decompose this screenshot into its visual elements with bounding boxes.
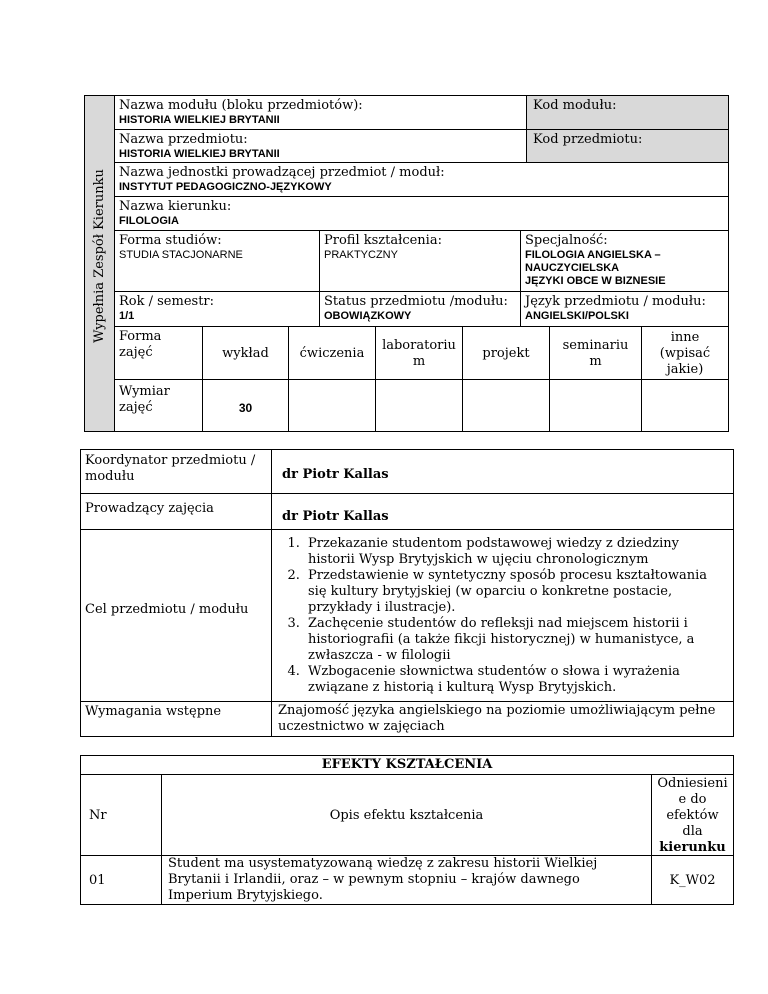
effect-desc: Student ma usystematyzowaną wiedzę z zakresu historii Wielkiej Brytanii i Irlandii, oraz – w pewnym stopniu – krajów dawnego Imperium Brytyjskiego. bbox=[168, 856, 598, 903]
effect-nr-cell bbox=[80, 855, 162, 905]
effect-ref-cell bbox=[651, 855, 734, 905]
year-value: 1/1 bbox=[119, 310, 135, 322]
profile-cell bbox=[319, 230, 521, 292]
hours-other bbox=[641, 379, 729, 432]
teacher-label: Prowadzący zajęcia bbox=[85, 501, 214, 516]
status-label: Status przedmiotu /modułu: bbox=[324, 294, 508, 309]
coordinator-label-1: Koordynator przedmiotu / bbox=[85, 453, 256, 468]
status-cell bbox=[319, 291, 521, 327]
col-ref-label-2: e do bbox=[678, 792, 707, 807]
forms-label-2: zajęć bbox=[119, 345, 153, 360]
module-code-cell bbox=[526, 95, 729, 130]
hours-seminar bbox=[549, 379, 642, 432]
module-code-label: Kod modułu: bbox=[533, 98, 617, 113]
hours-exercises bbox=[288, 379, 376, 432]
unit-value: INSTYTUT PEDAGOGICZNO-JĘZYKOWY bbox=[119, 181, 332, 193]
subject-name-label: Nazwa przedmiotu: bbox=[119, 132, 248, 147]
hours-label-cell bbox=[114, 379, 203, 432]
requirements-label: Wymagania wstępne bbox=[85, 704, 222, 719]
goal-list bbox=[272, 536, 725, 696]
module-name-label: Nazwa modułu (bloku przedmiotów): bbox=[119, 98, 363, 113]
col-other-label-3: jakie) bbox=[666, 362, 704, 377]
profile-label: Profil kształcenia: bbox=[324, 233, 442, 248]
effect-desc-cell bbox=[161, 855, 652, 905]
col-seminar-label-2: m bbox=[589, 354, 602, 369]
col-ref-label-3: efektów bbox=[666, 808, 719, 823]
year-label: Rok / semestr: bbox=[119, 294, 215, 309]
subject-code-cell bbox=[526, 129, 729, 163]
col-seminar-label-1: seminariu bbox=[562, 338, 629, 353]
specialty-cell bbox=[520, 230, 729, 292]
effects-table bbox=[80, 755, 734, 905]
col-lab bbox=[375, 326, 463, 380]
profile-value: PRAKTYCZNY bbox=[324, 249, 398, 261]
study-form-value: STUDIA STACJONARNE bbox=[119, 249, 243, 261]
requirements-value: Znajomość języka angielskiego na poziomie umożliwiającym pełne uczestnictwo w zajęciach bbox=[278, 703, 716, 734]
goal-label-cell bbox=[80, 529, 272, 702]
hours-lecture bbox=[202, 379, 289, 432]
col-other-label-2: (wpisać bbox=[659, 346, 711, 361]
goal-value-cell bbox=[271, 529, 734, 702]
col-lecture bbox=[202, 326, 289, 380]
goal-item: 2. Przedstawienie w syntetyczny sposób procesu kształtowania się kultury brytyjskiej (w oparciu o konkretne postacie, przykłady i ilustracje). bbox=[304, 568, 725, 616]
col-desc-header bbox=[161, 774, 652, 856]
hours-lecture-value: 30 bbox=[238, 401, 253, 415]
hours-lab bbox=[375, 379, 463, 432]
goal-item: 1. Przekazanie studentom podstawowej wiedzy z dziedziny historii Wysp Brytyjskich w ujęciu chronologicznym bbox=[304, 536, 725, 568]
col-desc-label: Opis efektu kształcenia bbox=[329, 808, 484, 823]
field-cell bbox=[114, 196, 729, 231]
effect-ref: K_W02 bbox=[669, 873, 716, 888]
unit-cell bbox=[114, 162, 729, 197]
coordinator-label-2: modułu bbox=[85, 469, 135, 484]
teacher-label-cell bbox=[80, 493, 272, 530]
col-seminar bbox=[549, 326, 642, 380]
col-nr-header bbox=[80, 774, 162, 856]
col-other bbox=[641, 326, 729, 380]
col-other-label-1: inne bbox=[670, 330, 700, 345]
year-cell bbox=[114, 291, 320, 327]
col-exercises bbox=[288, 326, 376, 380]
col-ref-label-5: kierunku bbox=[659, 840, 726, 855]
subject-code-label: Kod przedmiotu: bbox=[533, 132, 643, 147]
col-ref-header bbox=[651, 774, 734, 856]
effects-title-cell bbox=[80, 755, 734, 775]
hours-label-2: zajęć bbox=[119, 400, 153, 415]
specialty-value-1: FILOLOGIA ANGIELSKA – bbox=[525, 249, 661, 261]
effects-title: EFEKTY KSZTAŁCENIA bbox=[321, 757, 493, 772]
requirements-value-cell bbox=[271, 701, 734, 737]
teacher-value: dr Piotr Kallas bbox=[282, 509, 389, 524]
hours-project bbox=[462, 379, 550, 432]
goal-item: 4. Wzbogacenie słownictwa studentów o słowa i wyrażenia związane z historią i kulturą Wysp Brytyjskich. bbox=[304, 664, 725, 696]
study-form-label: Forma studiów: bbox=[119, 233, 222, 248]
forms-label-cell bbox=[114, 326, 203, 380]
specialty-value-3: JĘZYKI OBCE W BIZNESIE bbox=[525, 275, 666, 287]
goal-item: 3. Zachęcenie studentów do refleksji nad miejscem historii i historiografii (a także fikcji historycznej) w humanistyce, a zwłaszcza - w filologii bbox=[304, 616, 725, 664]
specialty-label: Specjalność: bbox=[525, 233, 608, 248]
coordinator-label-cell bbox=[80, 449, 272, 494]
info-table bbox=[80, 449, 734, 737]
unit-label: Nazwa jednostki prowadzącej przedmiot / moduł: bbox=[119, 165, 445, 180]
col-ref-label-4: dla bbox=[682, 824, 703, 839]
col-ref-label-1: Odniesieni bbox=[657, 776, 728, 791]
subject-name-value: HISTORIA WIELKIEJ BRYTANII bbox=[119, 148, 280, 160]
col-lab-label-2: m bbox=[412, 354, 426, 369]
language-cell bbox=[520, 291, 729, 327]
side-label: Wypełnia Zespół Kierunku bbox=[92, 169, 107, 343]
forms-label-1: Forma bbox=[119, 329, 162, 344]
study-form-cell bbox=[114, 230, 320, 292]
col-lab-label-1: laboratoriu bbox=[382, 338, 456, 353]
field-label: Nazwa kierunku: bbox=[119, 199, 232, 214]
coordinator-value: dr Piotr Kallas bbox=[282, 467, 389, 482]
goal-label: Cel przedmiotu / modułu bbox=[85, 602, 249, 617]
col-project-label: projekt bbox=[482, 346, 530, 361]
teacher-value-cell bbox=[271, 493, 734, 530]
field-value: FILOLOGIA bbox=[119, 215, 179, 227]
status-value: OBOWIĄZKOWY bbox=[324, 310, 412, 322]
language-value: ANGIELSKI/POLSKI bbox=[525, 310, 629, 322]
hours-label-1: Wymiar bbox=[119, 384, 170, 399]
module-name-cell bbox=[114, 95, 527, 130]
col-lecture-label: wykład bbox=[222, 346, 269, 361]
effect-nr: 01 bbox=[89, 873, 106, 888]
col-nr-label: Nr bbox=[89, 808, 107, 823]
side-label-cell bbox=[84, 95, 115, 432]
specialty-value-2: NAUCZYCIELSKA bbox=[525, 262, 620, 274]
coordinator-value-cell bbox=[271, 449, 734, 494]
module-name-value: HISTORIA WIELKIEJ BRYTANII bbox=[119, 114, 280, 126]
subject-name-cell bbox=[114, 129, 527, 163]
col-exercises-label: ćwiczenia bbox=[299, 346, 365, 361]
col-project bbox=[462, 326, 550, 380]
requirements-label-cell bbox=[80, 701, 272, 737]
language-label: Język przedmiotu / modułu: bbox=[525, 294, 706, 309]
module-table bbox=[84, 95, 729, 432]
